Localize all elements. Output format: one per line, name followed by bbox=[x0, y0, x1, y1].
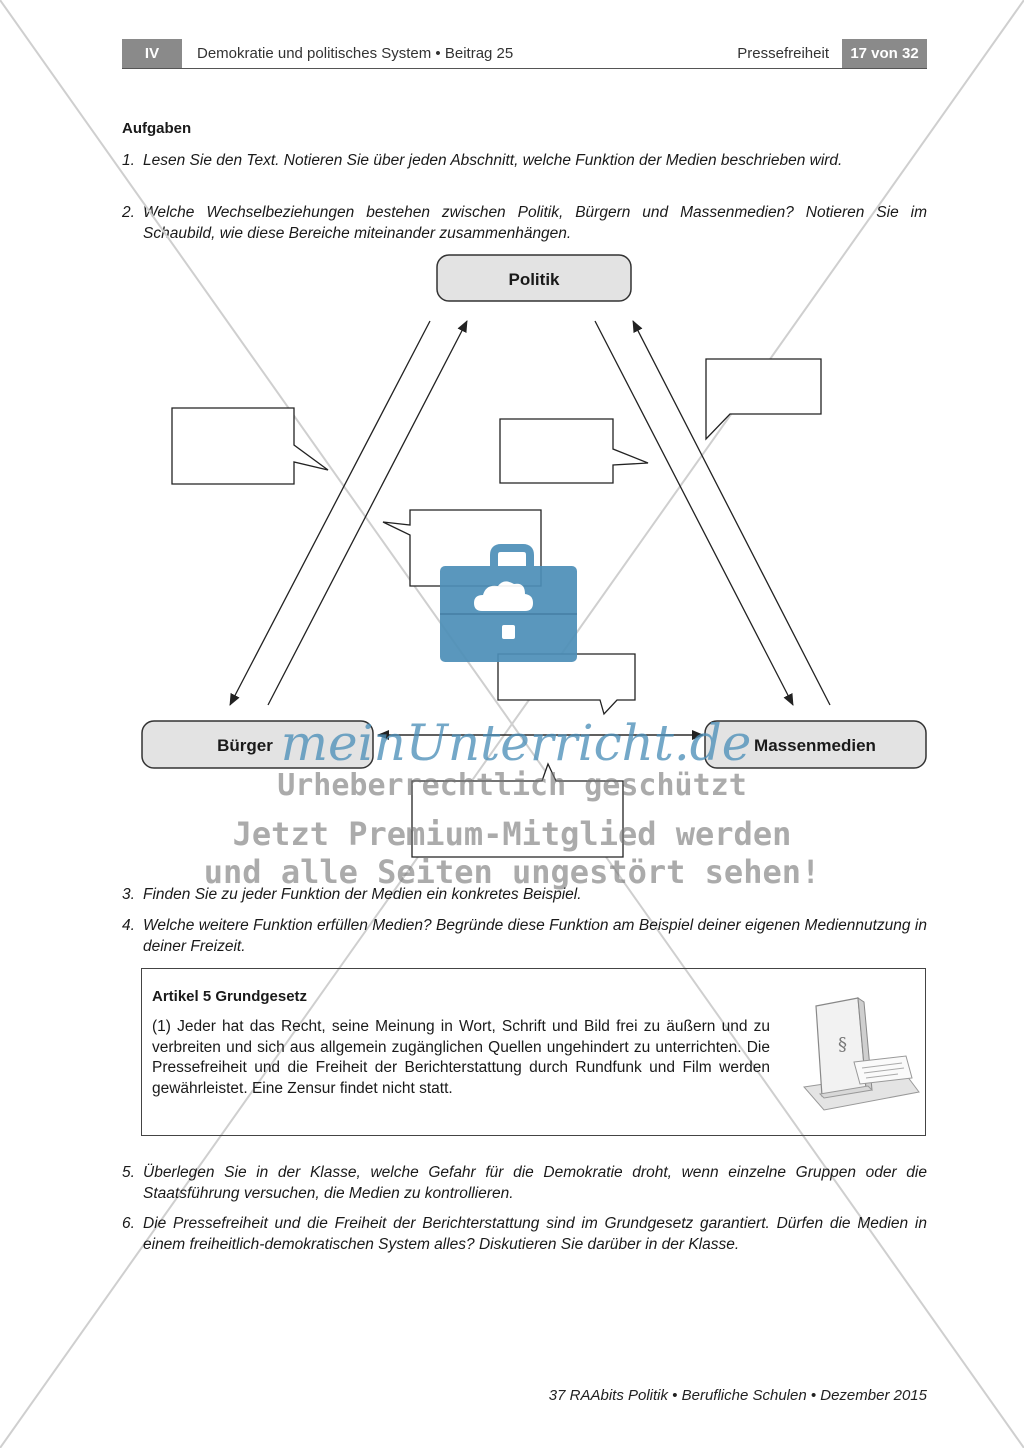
section-badge: IV bbox=[122, 39, 182, 68]
task-3 bbox=[122, 884, 927, 905]
task-text: Welche weitere Funktion erfüllen Medien? Begründe diese Funktion am Beispiel deiner eigenen Mediennutzung in deiner Freizeit. bbox=[143, 917, 927, 955]
node-politik bbox=[437, 255, 631, 301]
watermark-line-2: Jetzt Premium-Mitglied werden bbox=[232, 815, 792, 853]
note-bubble[interactable] bbox=[498, 654, 635, 714]
page-number-badge: 17 von 32 bbox=[842, 39, 927, 68]
article-title: Artikel 5 Grundgesetz bbox=[152, 988, 308, 1005]
task-6 bbox=[122, 1213, 927, 1255]
task-text: Welche Wechselbeziehungen bestehen zwischen Politik, Bürgern und Massenmedien? Notieren Sie im Schaubild, wie diese Bereiche miteinander zusammenhängen. bbox=[143, 204, 927, 242]
page-footer: 37 RAAbits Politik • Berufliche Schulen • Dezember 2015 bbox=[548, 1387, 927, 1404]
article-box bbox=[141, 968, 926, 1136]
node-politik-label: Politik bbox=[508, 270, 560, 289]
task-text: Lesen Sie den Text. Notieren Sie über jeden Abschnitt, welche Funktion der Medien beschrieben wird. bbox=[143, 152, 843, 169]
watermark-line-3: und alle Seiten ungestört sehen! bbox=[203, 853, 821, 891]
arrow-politik-to-buerger bbox=[230, 321, 430, 705]
task-5 bbox=[122, 1162, 927, 1204]
task-4 bbox=[122, 915, 927, 957]
watermark-line-1: Urheberrechtlich geschützt bbox=[277, 768, 747, 803]
tasks-heading: Aufgaben bbox=[122, 120, 192, 137]
task-number: 2. bbox=[122, 204, 135, 221]
header-title: Demokratie und politisches System • Beitrag 25 bbox=[197, 45, 514, 62]
paragraph-symbol: § bbox=[838, 1034, 847, 1055]
task-text: Überlegen Sie in der Klasse, welche Gefahr für die Demokratie droht, wenn einzelne Gruppen oder die Staatsführung versuchen, die Medien zu kontrollieren. bbox=[143, 1164, 927, 1202]
task-number: 6. bbox=[122, 1215, 135, 1232]
watermark-brand: meinUnterricht.de bbox=[280, 714, 752, 772]
task-number: 5. bbox=[122, 1164, 135, 1181]
article-text: (1) Jeder hat das Recht, seine Meinung in Wort, Schrift und Bild frei zu äußern und zu verbreiten und sich aus allgemein zugänglichen Quellen ungehindert zu unterrichten. Die Pressefreiheit und die Freiheit der Berichterstattung durch Rundfunk und Film werden gewährleistet. Eine Zensur findet nicht statt. bbox=[152, 1018, 770, 1097]
node-massenmedien-label: Massenmedien bbox=[754, 736, 876, 755]
task-text: Die Pressefreiheit und die Freiheit der Berichterstattung sind im Grundgesetz garantiert. Dürfen die Medien in einem freiheitlich-demokratischen System alles? Diskutieren Sie darüber in der Klasse. bbox=[143, 1215, 927, 1253]
note-bubble[interactable] bbox=[500, 419, 648, 483]
note-bubble[interactable] bbox=[172, 408, 328, 484]
node-buerger-label: Bürger bbox=[217, 736, 273, 755]
task-number: 4. bbox=[122, 917, 135, 934]
header-topic: Pressefreiheit bbox=[737, 45, 829, 62]
task-number: 3. bbox=[122, 886, 135, 903]
task-text: Finden Sie zu jeder Funktion der Medien ein konkretes Beispiel. bbox=[143, 886, 582, 903]
task-number: 1. bbox=[122, 152, 135, 169]
law-book-image bbox=[794, 992, 924, 1117]
